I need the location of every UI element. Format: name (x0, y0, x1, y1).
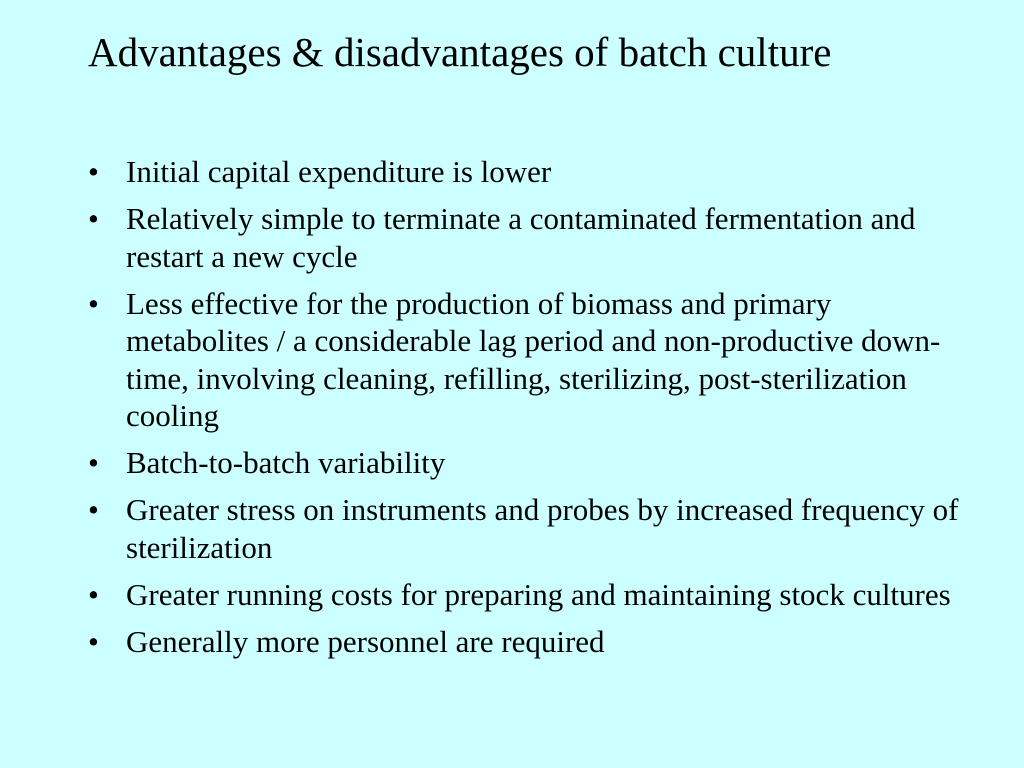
bullet-text: Less effective for the production of biomass and primary metabolites / a considerable lag period and non-productive down-time, involving cleaning, refilling, sterilizing, post-sterilization cooling (126, 285, 941, 433)
bullet-dot-icon: • (88, 445, 99, 480)
bullet-text: Generally more personnel are required (126, 623, 605, 659)
bullet-item (88, 576, 968, 614)
bullet-item (88, 491, 968, 566)
bullet-dot-icon: • (88, 623, 99, 659)
bullet-dot-icon: • (88, 492, 99, 527)
slide-title: Advantages & disadvantages of batch culture (88, 29, 832, 75)
bullet-item (88, 285, 968, 435)
bullet-dot-icon: • (88, 201, 99, 236)
bullet-list (88, 153, 968, 670)
bullet-text: Greater stress on instruments and probes by increased frequency of sterilization (126, 492, 959, 565)
bullet-item (88, 444, 968, 482)
bullet-item (88, 623, 968, 661)
bullet-text: Greater running costs for preparing and maintaining stock cultures (126, 576, 951, 612)
bullet-text: Batch-to-batch variability (126, 445, 446, 480)
bullet-item (88, 153, 968, 191)
bullet-dot-icon: • (88, 576, 99, 612)
bullet-text: Relatively simple to terminate a contaminated fermentation and restart a new cycle (126, 201, 916, 274)
bullet-item (88, 200, 968, 275)
bullet-dot-icon: • (88, 154, 99, 189)
bullet-text: Initial capital expenditure is lower (126, 154, 552, 189)
bullet-dot-icon: • (88, 285, 99, 321)
